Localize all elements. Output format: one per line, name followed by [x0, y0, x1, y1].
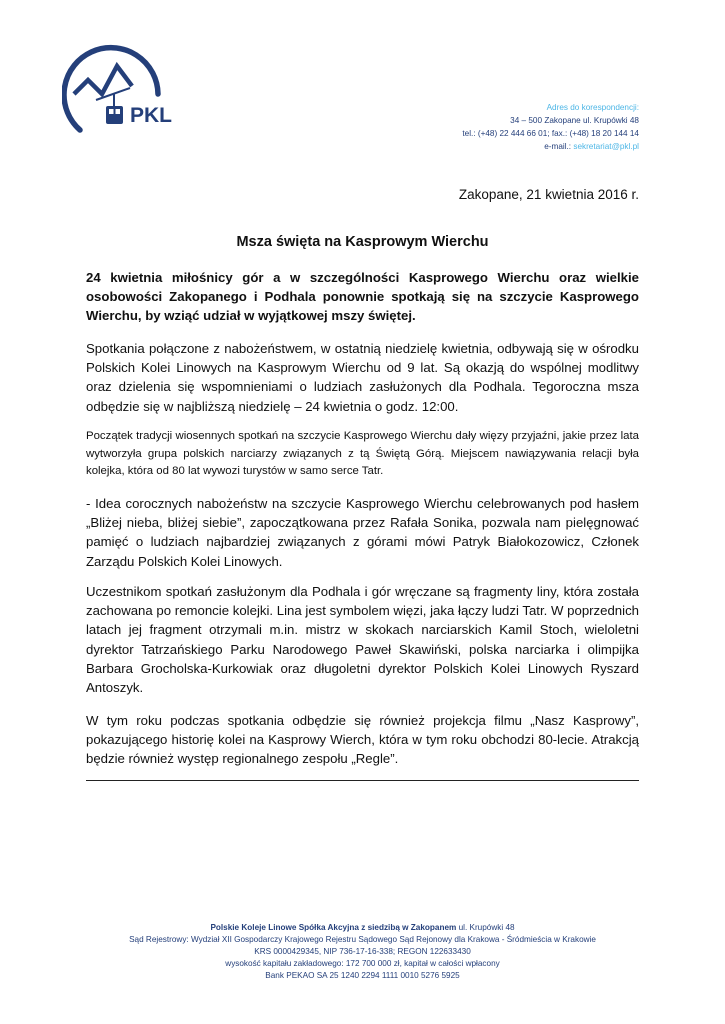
footer-company-line [0, 922, 725, 934]
footer-company: Polskie Koleje Linowe Spółka Akcyjna z siedzibą w Zakopanem [210, 923, 457, 932]
letter-date: Zakopane, 21 kwietnia 2016 r. [458, 187, 639, 202]
paragraph-text: Uczestnikom spotkań zasłużonym dla Podhala i gór wręczane są fragmenty liny, która została zachowana po remoncie kolejki. Lina jest symbolem więzi, jaka łączy ludzi Tatr. W poprzednich latach jej fragment otrzymali m.in. mistrz w skokach narciarskich Kamil Stoch, wieloletni dyrektor Tatrzańskiego Parku Narodowego Paweł Skawiński, polska narciarka i olimpijka Barbara Grocholska-Kurkowiak oraz długoletni dyrektor Polskich Kolei Linowych Ryszard Antoszyk. [86, 584, 639, 696]
paragraph-text: - Idea corocznych nabożeństw na szczycie Kasprowego Wierchu celebrowanych pod hasłem „Bliżej nieba, bliżej siebie”, zapoczątkowana przez Rafała Sonika, pozwala nam pielęgnować pamięć o ludziach najbardziej związanych z górami mówi Patryk Białokozowicz, Członek Zarządu Polskich Kolei Linowych. [86, 496, 639, 569]
footer-bank: Bank PEKAO SA 25 1240 2294 1111 0010 5276 5925 [265, 971, 460, 980]
content-divider [86, 780, 639, 781]
footer-capital: wysokość kapitału zakładowego: 172 700 000 zł, kapitał w całości wpłacony [225, 959, 500, 968]
footer-company-address: ul. Krupówki 48 [456, 923, 515, 932]
contact-label: Adres do korespondencji: [546, 103, 639, 112]
paragraph-text: 24 kwietnia miłośnicy gór a w szczególności Kasprowego Wierchu oraz wielkie osobowości Zakopanego i Podhala ponownie spotkają się na szczycie Kasprowego Wierchu, by wziąć udział w wyjątkowej mszy świętej. [86, 270, 639, 324]
body-paragraph [86, 494, 639, 571]
footer-registry: KRS 0000429345, NIP 736-17-16-338; REGON 122633430 [254, 947, 471, 956]
paragraph-text: W tym roku podczas spotkania odbędzie się również projekcja filmu „Nasz Kasprowy”, pokazującego historię kolei na Kasprowy Wierch, która w tym roku obchodzi 80-lecie. Atrakcją będzie również występ regionalnego zespołu „Regle”. [86, 713, 639, 767]
body-paragraph [86, 339, 639, 416]
paragraph-text: Początek tradycji wiosennych spotkań na szczycie Kasprowego Wierchu dały więzy przyjaźni, jakie przez lata wytworzyła grupa polskich narciarzy związanych z tą Świętą Górą. Miejscem nawiązywania relacji była kolejka, która od 80 lat wywozi turystów w samo serce Tatr. [86, 430, 639, 477]
contact-email-link[interactable]: sekretariat@pkl.pl [573, 142, 639, 151]
lead-paragraph [86, 268, 639, 326]
body-paragraph [86, 711, 639, 769]
footer-court: Sąd Rejestrowy: Wydział XII Gospodarczy Krajowego Rejestru Sądowego Sąd Rejonowy dla Krakowa - Śródmieścia w Krakowie [129, 935, 596, 944]
body-paragraph [86, 582, 639, 697]
paragraph-text: Spotkania połączone z nabożeństwem, w ostatnią niedzielę kwietnia, odbywają się w ośrodku Polskich Kolei Linowych na Kasprowym Wierchu od 9 lat. Są okazją do wspólnej modlitwy oraz dzielenia się wspomnieniami o ludziach zasłużonych dla Podhala. Tegoroczna msza odbędzie się w najbliższą niedzielę – 24 kwietnia o godz. 12:00. [86, 341, 639, 414]
mountain-cable-car-icon [62, 42, 174, 144]
pkl-logo [62, 42, 174, 144]
contact-address: 34 – 500 Zakopane ul. Krupówki 48 [510, 116, 639, 125]
contact-block [462, 101, 639, 153]
contact-email-line [462, 140, 639, 153]
letter-title: Msza święta na Kasprowym Wierchu [236, 234, 489, 250]
footer [0, 922, 725, 982]
body-paragraph [86, 428, 639, 481]
contact-email-label: e-mail.: [544, 142, 574, 151]
logo-text: PKL [130, 104, 172, 127]
contact-phones: tel.: (+48) 22 444 66 01; fax.: (+48) 18 20 144 14 [462, 129, 639, 138]
